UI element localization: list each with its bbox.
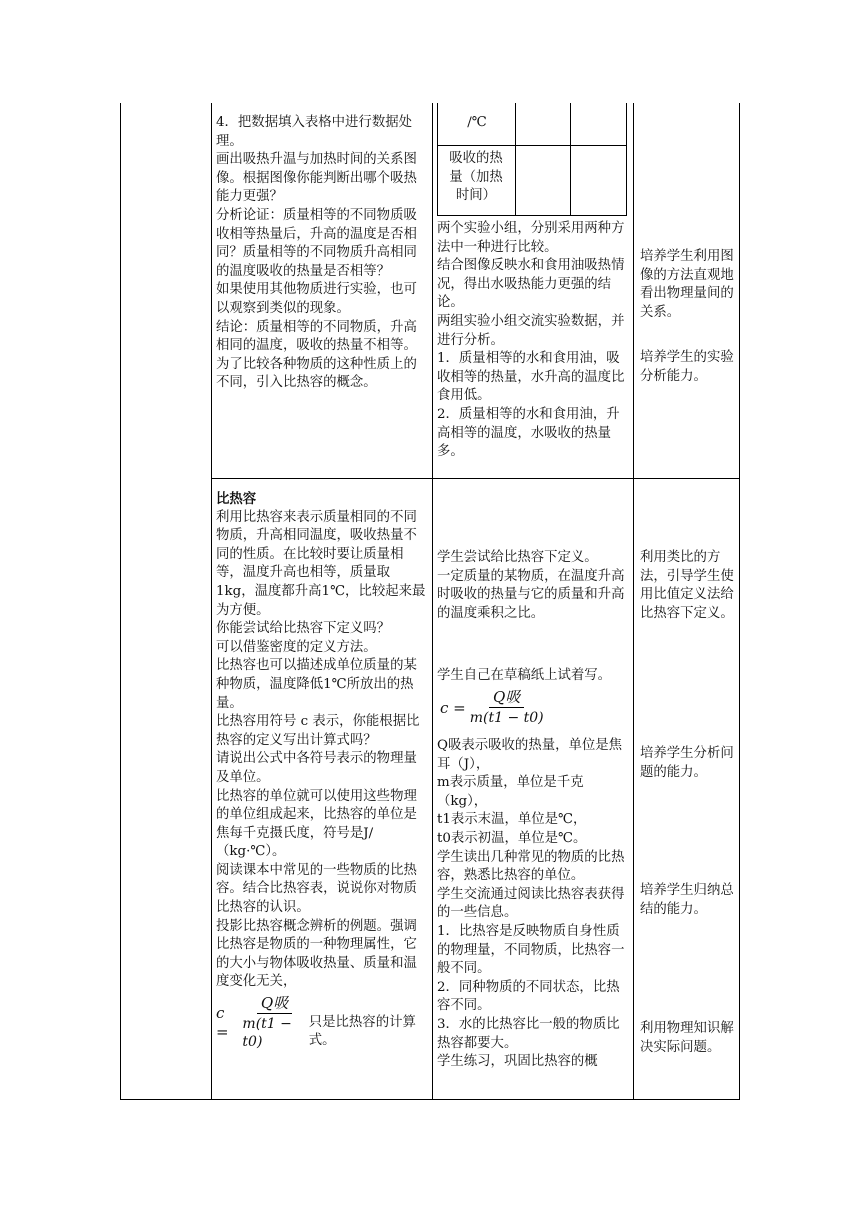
row2-student-cell-a xyxy=(437,549,630,623)
row2-student-cell-c xyxy=(437,737,630,1072)
row2-student-a-p1: 学生尝试给比热容下定义。 xyxy=(437,550,598,565)
row1-student-p5: 2．质量相等的水和食用油，升高相等的温度，水吸收的热量多。 xyxy=(437,406,620,460)
row2-student-c-p5: 学生读出几种常见的物质的比热容，熟悉比热容的单位。 xyxy=(437,849,625,884)
row2-intent-d: 利用物理知识解决实际问题。 xyxy=(640,1021,734,1055)
formula-student-lhs: c = xyxy=(440,698,466,717)
table-border-right xyxy=(739,103,740,1100)
row2-student-c-p4: t0表示初温，单位是℃。 xyxy=(437,830,587,846)
table-divider-2 xyxy=(432,103,433,1100)
table-border-left xyxy=(120,103,121,1100)
row1-student-p4: 1．质量相等的水和食用油，吸收相等的热量，水升高的温度比食用低。 xyxy=(437,351,625,404)
row1-teacher-p2: 画出吸热升温与加热时间的关系图像。根据图像你能判断出哪个吸热能力更强？ xyxy=(216,152,417,205)
row2-teacher-p2: 你能尝试给比热容下定义吗？ xyxy=(216,621,391,637)
formula-teacher xyxy=(216,994,426,1051)
row2-student-c-p8: 2．同种物质的不同状态，比热容不同。 xyxy=(437,979,620,1014)
row1-student-p3: 两组实验小组交流实验数据，并进行分析。 xyxy=(437,313,625,348)
row2-teacher-p7: 比热容的单位就可以使用这些物理的单位组成起来，比热容的单位是焦每千克摄氏度，符号是J/（kg·℃）。 xyxy=(216,788,417,860)
table-divider-1 xyxy=(211,103,212,1100)
mini-table-heat-label: 吸收的热量（加热时间） xyxy=(449,151,503,204)
mini-table-col1 xyxy=(515,103,516,216)
row2-student-c-p9: 3．水的比热容比一般的物质比热容都要大。 xyxy=(437,1016,620,1051)
mini-table-col2 xyxy=(570,103,571,216)
row2-teacher-p5: 比热容用符号 c 表示，你能根据比热容的定义写出计算式吗？ xyxy=(216,714,420,748)
row2-student-c-p2: m表示质量，单位是千克（kg）， xyxy=(437,775,584,809)
row2-student-c-p7: 1．比热容是反映物质自身性质的物理量，不同物质，比热容一般不同。 xyxy=(437,923,625,977)
row-divider xyxy=(211,478,740,479)
formula-denominator: m(t1 − t0) xyxy=(242,1016,292,1051)
row1-intent-a: 培养学生利用图像的方法直观地看出物理量间的关系。 xyxy=(640,249,734,320)
formula-lhs: c = xyxy=(216,1003,229,1041)
row2-student-cell-b xyxy=(437,667,630,686)
row2-teacher-cell xyxy=(216,490,426,1051)
row1-teacher-p5: 结论：质量相等的不同物质，升高相同的温度，吸收的热量不相等。 xyxy=(216,319,417,354)
row2-teacher-p9: 投影比热容概念辨析的例题。强调比热容是物质的一种物理属性，它的大小与物体吸收热量、质量和温度变化无关， xyxy=(216,918,417,990)
row2-student-c-p6: 学生交流通过阅读比热容表获得的一些信息。 xyxy=(437,886,625,921)
formula-tail-text: 只是比热容的计算式。 xyxy=(308,1014,416,1049)
row1-student-p1: 两个实验小组，分别采用两种方法中一种进行比较。 xyxy=(437,221,625,255)
formula-numerator: Q吸 xyxy=(257,994,292,1014)
mini-table-right xyxy=(626,103,627,216)
row2-teacher-p6: 请说出公式中各符号表示的物理量及单位。 xyxy=(216,751,417,785)
row2-student-b-p1: 学生自己在草稿纸上试着写。 xyxy=(437,668,612,683)
row2-student-a-p2: 一定质量的某物质，在温度升高时吸收的热量与它的质量和升高的温度乘积之比。 xyxy=(437,568,625,621)
row1-teacher-p6: 为了比较各种物质的这种性质上的不同，引入比热容的概念。 xyxy=(216,356,417,391)
row2-student-c-p1: Q吸表示吸收的热量，单位是焦耳（J）， xyxy=(437,738,623,772)
row2-teacher-p1: 利用比热容来表示质量相同的不同物质，升高相同温度，吸收热量不同的性质。在比较时要让质量相等，温度升高也相等，质量取1kg，温度都升高1℃，比较起来最为方便。 xyxy=(216,509,426,618)
mini-table-mid xyxy=(437,145,627,146)
mini-table-left xyxy=(437,103,438,216)
table-border-bottom xyxy=(120,1099,740,1100)
row1-student-cell xyxy=(437,220,630,462)
row2-intent-a: 利用类比的方法，引导学生使用比值定义法给比热容下定义。 xyxy=(640,550,734,621)
formula-student-numerator: Q吸 xyxy=(489,688,524,708)
row2-student-c-p10: 学生练习，巩固比热容的概 xyxy=(437,1054,598,1070)
section-title: 比热容 xyxy=(216,491,257,507)
row1-student-p2: 结合图像反映水和食用油吸热情况，得出水吸热能力更强的结论。 xyxy=(437,258,625,311)
row1-teacher-cell xyxy=(216,114,426,393)
formula-student xyxy=(440,688,544,727)
row2-teacher-p8: 阅读课本中常见的一些物质的比热容。结合比热容表，说说你对物质比热容的认识。 xyxy=(216,862,417,916)
row2-intent-c: 培养学生归纳总结的能力。 xyxy=(640,883,734,917)
mini-table-bottom xyxy=(437,215,627,216)
formula-student-denominator: m(t1 − t0) xyxy=(469,710,544,726)
row2-student-c-p3: t1表示末温，单位是℃， xyxy=(437,812,587,828)
table-divider-3 xyxy=(633,103,634,1100)
row1-teacher-p1: 4．把数据填入表格中进行数据处理。 xyxy=(216,115,412,149)
row2-teacher-p4: 比热容也可以描述成单位质量的某种物质，温度降低1℃所放出的热量。 xyxy=(216,658,417,711)
mini-table-unit: /℃ xyxy=(467,115,487,130)
row1-teacher-p4: 如果使用其他物质进行实验，也可以观察到类似的现象。 xyxy=(216,282,417,316)
row2-teacher-p3: 可以借鉴密度的定义方法。 xyxy=(216,639,377,655)
row1-intent-b: 培养学生的实验分析能力。 xyxy=(640,350,734,384)
row2-intent-b: 培养学生分析问题的能力。 xyxy=(640,746,734,780)
row1-teacher-p3: 分析论证：质量相等的不同物质吸收相等热量后，升高的温度是否相同？质量相等的不同物质升高相同的温度吸收的热量是否相等？ xyxy=(216,207,417,279)
